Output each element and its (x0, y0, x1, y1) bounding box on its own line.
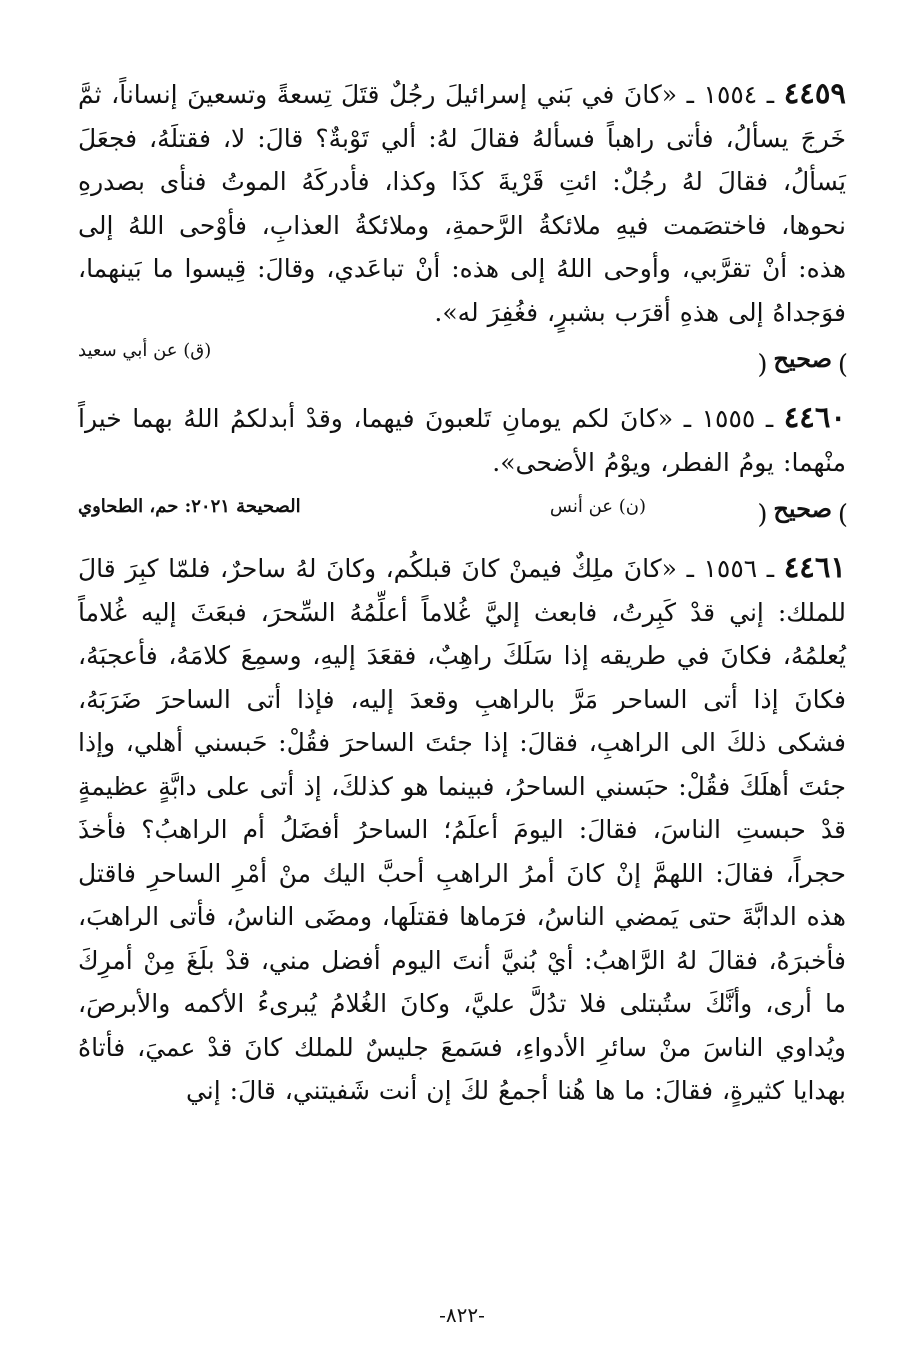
hadith-number: ٤٤٦١ (783, 550, 847, 584)
source-reference: (ن) عن أنس (549, 496, 646, 517)
spacer (78, 538, 846, 546)
hadith-sub-number: ١٥٥٥ (701, 404, 756, 433)
page-number: -٨٢٢- (439, 1303, 485, 1327)
reference-line (78, 338, 846, 388)
hadith-4460 (78, 396, 846, 538)
hadith-body: ٤٤٥٩ ـ ١٥٥٤ ـ «كانَ في بَني إسرائيلَ رجُلٌ قتَلَ تِسعةً وتسعينَ إنساناً، ثمَّ خَرجَ يسألُ، فأتى راهباً فسألهُ فقالَ لهُ: ألي تَوْبةٌ؟ قالَ: لا، فقتلَهُ، فجعَلَ يَسألُ، فقالَ لهُ رجُلٌ: ائتِ قَرْيةَ كذَا وكذا، فأدركَهُ الموتُ فنأى بصدرهِ نحوها، فاختصَمت فيهِ ملائكةُ الرَّحمةِ، وملائكةُ العذابِ، فأوْحى اللهُ إلى هذه: أنْ تقرَّبي، وأوحى اللهُ إلى هذه: أنْ تباعَدي، وقالَ: قِيسوا ما بَينهما، فوَجداهُ إلى هذهِ أقرَب بشبرٍ، فغُفِرَ له». (78, 76, 846, 327)
hadith-sub-number: ١٥٥٦ (703, 554, 758, 583)
hadith-4459 (78, 72, 846, 388)
hadith-text: «كانَ لكم يومانِ تَلعبونَ فيهما، وقدْ أبدلكمُ اللهُ بهما خيراً منْهما: يومُ الفطر، ويوْمُ الأضحى». (78, 404, 846, 477)
hadith-4461 (78, 546, 846, 1113)
hadith-body: ٤٤٦٠ ـ ١٥٥٥ ـ «كانَ لكم يومانِ تَلعبونَ فيهما، وقدْ أبدلكمُ اللهُ بهما خيراً منْهما: يومُ الفطر، ويوْمُ الأضحى». (78, 400, 846, 477)
hadith-number: ٤٤٦٠ (783, 400, 846, 434)
source-reference: (ق) عن أبي سعيد (78, 340, 212, 361)
reference-line (78, 488, 846, 538)
hadith-sub-number: ١٥٥٤ (703, 80, 758, 109)
hadith-body: ٤٤٦١ ـ ١٥٥٦ ـ «كانَ ملِكٌ فيمنْ كانَ قبلكُم، وكانَ لهُ ساحرٌ، فلمّا كبِرَ قالَ للملك: إني قدْ كَبِرتُ، فابعث إليَّ غُلاماً أعلِّمُهُ السِّحرَ، فبعَثَ إليه غُلاماً يُعلمُهُ، فكانَ في طريقه إذا سَلَكَ راهِبٌ، فقعَدَ إليهِ، وسمِعَ كلامَهُ، فأعجبَهُ، فكانَ إذا أتى الساحر مَرَّ بالراهبِ وقعدَ إليه، فإذا أتى الساحرَ ضَرَبَهُ، فشكى ذلكَ الى الراهبِ، فقالَ: إذا جئتَ الساحرَ فقُلْ: حَبسني أهلي، وإذا جئتَ أهلَكَ فقُلْ: حبَسني الساحرُ، فبينما هو كذلكَ، إذ أتى على دابَّةٍ عظيمةٍ قدْ حبستِ الناسَ، فقالَ: اليومَ أعلَمُ؛ الساحرُ أفضَلُ أم الراهبُ؟ فأخذَ حجراً، فقالَ: اللهمَّ إنْ كانَ أمرُ الراهبِ أحبَّ اليك منْ أمْرِ الساحرِ فاقتل هذه الدابَّةَ حتى يَمضي الناسُ، فرَماها فقتلَها، ومضَى الناسُ، فأتى الراهبَ، فأخبرَهُ، فقالَ لهُ الرَّاهبُ: أيْ بُنيَّ أنتَ اليوم أفضل مني، قدْ بلَغَ مِنْ أمرِكَ ما أرى، وأنَّكَ ستُبتلى فلا تدُلَّ عليَّ، وكانَ الغُلامُ يُبرىءُ الأكمه والأبرصَ، ويُداوي الناسَ منْ سائرِ الأدواءِ، فسَمعَ جليسٌ للملك كانَ قدْ عميَ، فأتاهُ بهدايا كثيرةٍ، فقالَ: ما ها هُنا أجمعُ لكَ إن أنت شَفيتني، قالَ: إني (78, 550, 847, 1105)
spacer (78, 388, 846, 396)
hadith-text: «كانَ ملِكٌ فيمنْ كانَ قبلكُم، وكانَ لهُ ساحرٌ، فلمّا كبِرَ قالَ للملك: إني قدْ كَبِرتُ، فابعث إليَّ غُلاماً أعلِّمُهُ السِّحرَ، فبعَثَ إليه غُلاماً يُعلمُهُ، فكانَ في طريقه إذا سَلَكَ راهِبٌ، فقعَدَ إليهِ، وسمِعَ كلامَهُ، فأعجبَهُ، فكانَ إذا أتى الساحر مَرَّ بالراهبِ وقعدَ إليه، فإذا أتى الساحرَ ضَرَبَهُ، فشكى ذلكَ الى الراهبِ، فقالَ: إذا جئتَ الساحرَ فقُلْ: حَبسني أهلي، وإذا جئتَ أهلَكَ فقُلْ: حبَسني الساحرُ، فبينما هو كذلكَ، إذ أتى على دابَّةٍ عظيمةٍ قدْ حبستِ الناسَ، فقالَ: اليومَ أعلَمُ؛ الساحرُ أفضَلُ أم الراهبُ؟ فأخذَ حجراً، فقالَ: اللهمَّ إنْ كانَ أمرُ الراهبِ أحبَّ اليك منْ أمْرِ الساحرِ فاقتل هذه الدابَّةَ حتى يَمضي الناسُ، فرَماها فقتلَها، ومضَى الناسُ، فأتى الراهبَ، فأخبرَهُ، فقالَ لهُ الرَّاهبُ: أيْ بُنيَّ أنتَ اليوم أفضل مني، قدْ بلَغَ مِنْ أمرِكَ ما أرى، وأنَّكَ ستُبتلى فلا تدُلَّ عليَّ، وكانَ الغُلامُ يُبرىءُ الأكمه والأبرصَ، ويُداوي الناسَ منْ سائرِ الأدواءِ، فسَمعَ جليسٌ للملك كانَ قدْ عميَ، فأتاهُ بهدايا كثيرةٍ، فقالَ: ما ها هُنا أجمعُ لكَ إن أنت شَفيتني، قالَ: إني (78, 554, 846, 1105)
grade-label: ) صحيح ( (759, 490, 846, 528)
hadith-number: ٤٤٥٩ (783, 76, 846, 110)
hadith-text: «كانَ في بَني إسرائيلَ رجُلٌ قتَلَ تِسعةً وتسعينَ إنساناً، ثمَّ خَرجَ يسألُ، فأتى راهباً فسألهُ فقالَ لهُ: ألي تَوْبةٌ؟ قالَ: لا، فقتلَهُ، فجعَلَ يَسألُ، فقالَ لهُ رجُلٌ: ائتِ قَرْيةَ كذَا وكذا، فأدركَهُ الموتُ فنأى بصدرهِ نحوها، فاختصَمت فيهِ ملائكةُ الرَّحمةِ، وملائكةُ العذابِ، فأوْحى اللهُ إلى هذه: أنْ تقرَّبي، وأوحى اللهُ إلى هذه: أنْ تباعَدي، وقالَ: قِيسوا ما بَينهما، فوَجداهُ إلى هذهِ أقرَب بشبرٍ، فغُفِرَ له». (78, 80, 846, 327)
extra-reference: الصحيحة ٢٠٢١: حم، الطحاوي (78, 496, 301, 517)
document-page (78, 72, 846, 1113)
grade-label: ) صحيح ( (759, 340, 846, 378)
